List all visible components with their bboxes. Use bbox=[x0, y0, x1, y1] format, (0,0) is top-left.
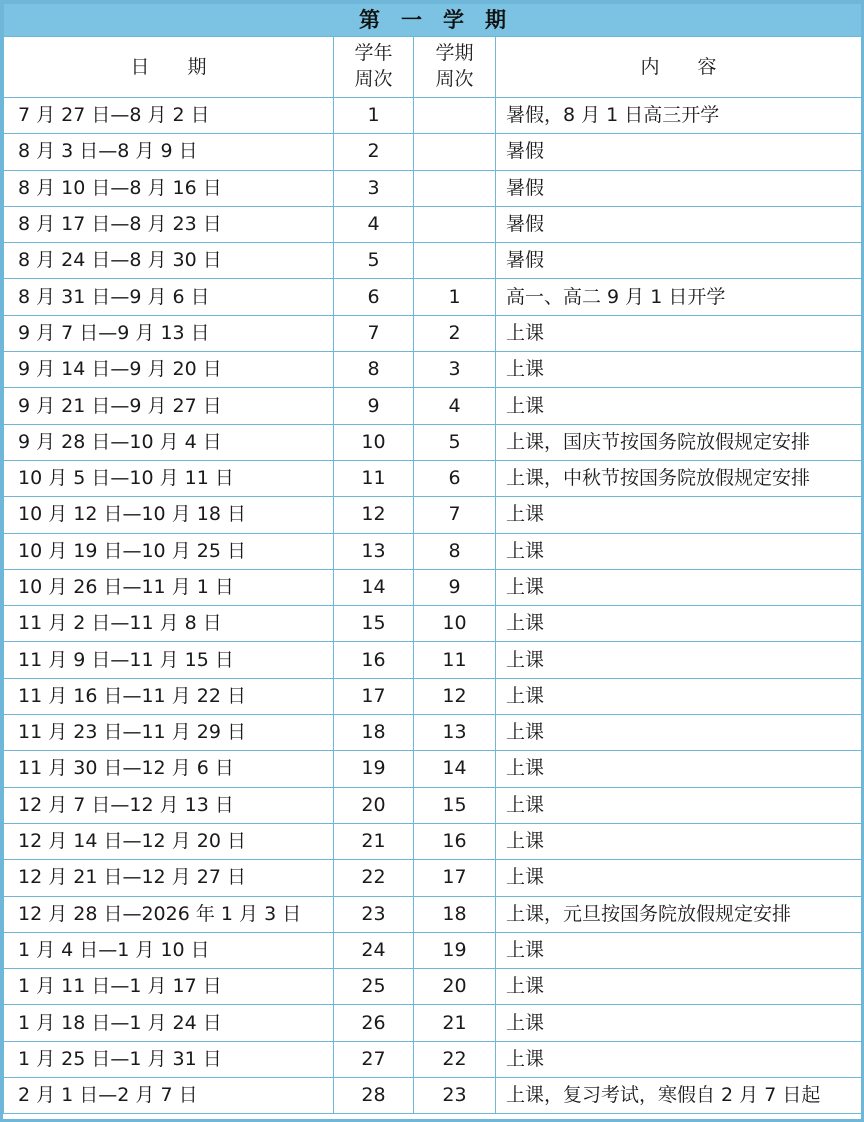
cell-year-week: 23 bbox=[334, 896, 414, 932]
cell-content: 上课，中秋节按国务院放假规定安排 bbox=[496, 460, 862, 496]
table-row bbox=[4, 860, 862, 896]
cell-term-week: 7 bbox=[414, 497, 496, 533]
header-date: 日 期 bbox=[4, 37, 334, 98]
cell-term-week: 6 bbox=[414, 460, 496, 496]
cell-date: 10 月 5 日—10 月 11 日 bbox=[4, 460, 334, 496]
table-row bbox=[4, 533, 862, 569]
cell-date: 9 月 28 日—10 月 4 日 bbox=[4, 424, 334, 460]
cell-date: 12 月 14 日—12 月 20 日 bbox=[4, 823, 334, 859]
cell-term-week: 23 bbox=[414, 1078, 496, 1114]
cell-date: 8 月 10 日—8 月 16 日 bbox=[4, 170, 334, 206]
cell-content: 上课 bbox=[496, 787, 862, 823]
cell-year-week: 8 bbox=[334, 352, 414, 388]
cell-content: 上课 bbox=[496, 533, 862, 569]
cell-year-week: 28 bbox=[334, 1078, 414, 1114]
table-row bbox=[4, 751, 862, 787]
cell-term-week: 15 bbox=[414, 787, 496, 823]
cell-date: 8 月 3 日—8 月 9 日 bbox=[4, 134, 334, 170]
header-term-week-line1: 学期 bbox=[435, 42, 474, 65]
cell-year-week: 6 bbox=[334, 279, 414, 315]
cell-content: 上课 bbox=[496, 678, 862, 714]
cell-year-week: 10 bbox=[334, 424, 414, 460]
table-row bbox=[4, 969, 862, 1005]
table-row bbox=[4, 279, 862, 315]
cell-year-week: 4 bbox=[334, 206, 414, 242]
table-row bbox=[4, 1041, 862, 1077]
cell-date: 9 月 14 日—9 月 20 日 bbox=[4, 352, 334, 388]
cell-content: 暑假 bbox=[496, 243, 862, 279]
table-row bbox=[4, 170, 862, 206]
cell-term-week: 8 bbox=[414, 533, 496, 569]
cell-content: 上课 bbox=[496, 969, 862, 1005]
cell-content: 上课 bbox=[496, 569, 862, 605]
cell-term-week bbox=[414, 170, 496, 206]
cell-content: 上课 bbox=[496, 715, 862, 751]
cell-content: 上课，复习考试，寒假自 2 月 7 日起 bbox=[496, 1078, 862, 1114]
cell-year-week: 16 bbox=[334, 642, 414, 678]
cell-term-week: 10 bbox=[414, 606, 496, 642]
cell-content: 高一、高二 9 月 1 日开学 bbox=[496, 279, 862, 315]
cell-date: 12 月 21 日—12 月 27 日 bbox=[4, 860, 334, 896]
cell-date: 10 月 26 日—11 月 1 日 bbox=[4, 569, 334, 605]
table-row bbox=[4, 932, 862, 968]
table-row bbox=[4, 134, 862, 170]
cell-year-week: 18 bbox=[334, 715, 414, 751]
table-row bbox=[4, 206, 862, 242]
header-content: 内 容 bbox=[496, 37, 862, 98]
cell-term-week: 22 bbox=[414, 1041, 496, 1077]
table-row bbox=[4, 642, 862, 678]
header-term-week bbox=[414, 37, 496, 98]
cell-content: 暑假，8 月 1 日高三开学 bbox=[496, 98, 862, 134]
table-row bbox=[4, 460, 862, 496]
cell-content: 上课 bbox=[496, 932, 862, 968]
cell-year-week: 2 bbox=[334, 134, 414, 170]
cell-term-week: 18 bbox=[414, 896, 496, 932]
cell-date: 11 月 9 日—11 月 15 日 bbox=[4, 642, 334, 678]
cell-date: 1 月 25 日—1 月 31 日 bbox=[4, 1041, 334, 1077]
header-term-week-line2: 周次 bbox=[435, 68, 474, 90]
title-row bbox=[4, 4, 862, 37]
cell-date: 1 月 18 日—1 月 24 日 bbox=[4, 1005, 334, 1041]
cell-content: 上课 bbox=[496, 860, 862, 896]
cell-term-week: 11 bbox=[414, 642, 496, 678]
cell-term-week: 9 bbox=[414, 569, 496, 605]
table-row bbox=[4, 569, 862, 605]
cell-content: 暑假 bbox=[496, 170, 862, 206]
cell-content: 上课，元旦按国务院放假规定安排 bbox=[496, 896, 862, 932]
cell-term-week: 13 bbox=[414, 715, 496, 751]
cell-term-week: 19 bbox=[414, 932, 496, 968]
cell-date: 7 月 27 日—8 月 2 日 bbox=[4, 98, 334, 134]
cell-year-week: 26 bbox=[334, 1005, 414, 1041]
cell-term-week bbox=[414, 243, 496, 279]
cell-date: 9 月 21 日—9 月 27 日 bbox=[4, 388, 334, 424]
table-row bbox=[4, 1078, 862, 1114]
header-year-week bbox=[334, 37, 414, 98]
cell-content: 上课，国庆节按国务院放假规定安排 bbox=[496, 424, 862, 460]
cell-term-week: 5 bbox=[414, 424, 496, 460]
cell-year-week: 5 bbox=[334, 243, 414, 279]
cell-term-week bbox=[414, 134, 496, 170]
cell-date: 10 月 12 日—10 月 18 日 bbox=[4, 497, 334, 533]
cell-content: 上课 bbox=[496, 388, 862, 424]
cell-date: 8 月 17 日—8 月 23 日 bbox=[4, 206, 334, 242]
header-year-week-line2: 周次 bbox=[354, 68, 393, 90]
cell-date: 11 月 23 日—11 月 29 日 bbox=[4, 715, 334, 751]
table-row bbox=[4, 1005, 862, 1041]
schedule-table bbox=[3, 3, 862, 1114]
cell-date: 12 月 28 日—2026 年 1 月 3 日 bbox=[4, 896, 334, 932]
table-row bbox=[4, 896, 862, 932]
cell-year-week: 17 bbox=[334, 678, 414, 714]
cell-content: 上课 bbox=[496, 606, 862, 642]
table-row bbox=[4, 787, 862, 823]
table-row bbox=[4, 352, 862, 388]
schedule-rows bbox=[4, 98, 862, 1114]
semester-title: 第 一 学 期 bbox=[4, 4, 862, 37]
header-year-week-line1: 学年 bbox=[354, 42, 393, 65]
cell-term-week: 3 bbox=[414, 352, 496, 388]
cell-date: 1 月 4 日—1 月 10 日 bbox=[4, 932, 334, 968]
cell-date: 8 月 24 日—8 月 30 日 bbox=[4, 243, 334, 279]
table-row bbox=[4, 715, 862, 751]
cell-year-week: 9 bbox=[334, 388, 414, 424]
cell-content: 暑假 bbox=[496, 206, 862, 242]
cell-content: 上课 bbox=[496, 823, 862, 859]
cell-content: 上课 bbox=[496, 1041, 862, 1077]
cell-term-week: 17 bbox=[414, 860, 496, 896]
cell-term-week: 14 bbox=[414, 751, 496, 787]
cell-date: 2 月 1 日—2 月 7 日 bbox=[4, 1078, 334, 1114]
table-row bbox=[4, 823, 862, 859]
cell-term-week: 4 bbox=[414, 388, 496, 424]
cell-date: 9 月 7 日—9 月 13 日 bbox=[4, 315, 334, 351]
cell-content: 上课 bbox=[496, 315, 862, 351]
cell-content: 上课 bbox=[496, 497, 862, 533]
table-row bbox=[4, 606, 862, 642]
cell-year-week: 1 bbox=[334, 98, 414, 134]
cell-term-week: 20 bbox=[414, 969, 496, 1005]
cell-term-week: 1 bbox=[414, 279, 496, 315]
cell-year-week: 21 bbox=[334, 823, 414, 859]
table-row bbox=[4, 388, 862, 424]
cell-year-week: 3 bbox=[334, 170, 414, 206]
header-row bbox=[4, 37, 862, 98]
cell-year-week: 14 bbox=[334, 569, 414, 605]
cell-date: 11 月 30 日—12 月 6 日 bbox=[4, 751, 334, 787]
cell-content: 上课 bbox=[496, 751, 862, 787]
cell-content: 上课 bbox=[496, 1005, 862, 1041]
table-row bbox=[4, 243, 862, 279]
cell-date: 11 月 16 日—11 月 22 日 bbox=[4, 678, 334, 714]
table-row bbox=[4, 98, 862, 134]
cell-year-week: 19 bbox=[334, 751, 414, 787]
cell-date: 10 月 19 日—10 月 25 日 bbox=[4, 533, 334, 569]
cell-year-week: 20 bbox=[334, 787, 414, 823]
cell-date: 8 月 31 日—9 月 6 日 bbox=[4, 279, 334, 315]
cell-date: 11 月 2 日—11 月 8 日 bbox=[4, 606, 334, 642]
cell-term-week bbox=[414, 206, 496, 242]
cell-year-week: 7 bbox=[334, 315, 414, 351]
cell-year-week: 11 bbox=[334, 460, 414, 496]
cell-content: 暑假 bbox=[496, 134, 862, 170]
table-row bbox=[4, 315, 862, 351]
cell-date: 1 月 11 日—1 月 17 日 bbox=[4, 969, 334, 1005]
cell-term-week: 2 bbox=[414, 315, 496, 351]
table-row bbox=[4, 497, 862, 533]
cell-content: 上课 bbox=[496, 642, 862, 678]
cell-date: 12 月 7 日—12 月 13 日 bbox=[4, 787, 334, 823]
cell-year-week: 22 bbox=[334, 860, 414, 896]
cell-term-week: 16 bbox=[414, 823, 496, 859]
cell-year-week: 27 bbox=[334, 1041, 414, 1077]
table-row bbox=[4, 424, 862, 460]
cell-term-week: 21 bbox=[414, 1005, 496, 1041]
cell-year-week: 15 bbox=[334, 606, 414, 642]
cell-term-week: 12 bbox=[414, 678, 496, 714]
table-row bbox=[4, 678, 862, 714]
cell-content: 上课 bbox=[496, 352, 862, 388]
cell-year-week: 24 bbox=[334, 932, 414, 968]
cell-year-week: 13 bbox=[334, 533, 414, 569]
cell-year-week: 25 bbox=[334, 969, 414, 1005]
cell-year-week: 12 bbox=[334, 497, 414, 533]
cell-term-week bbox=[414, 98, 496, 134]
